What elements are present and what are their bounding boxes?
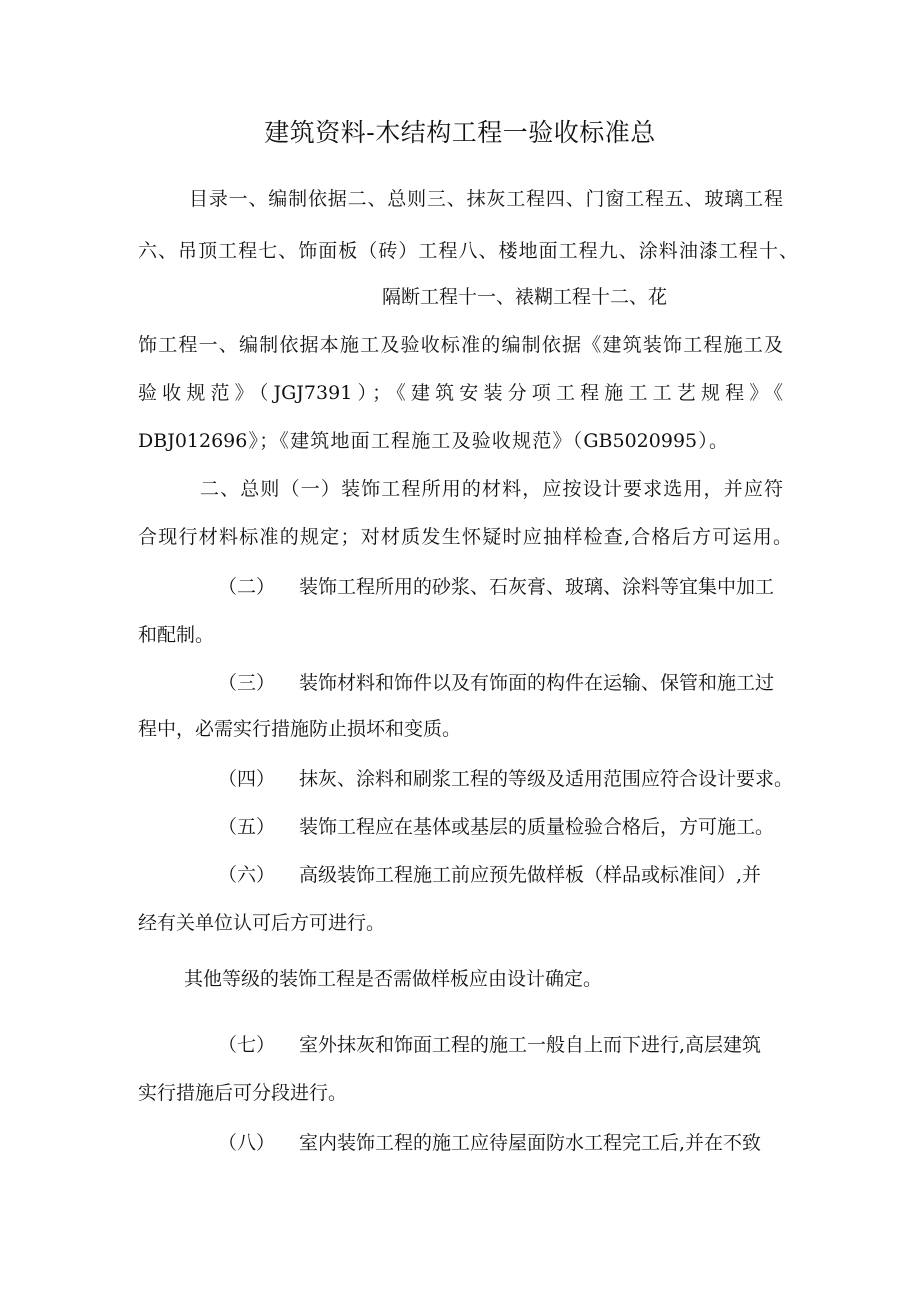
item-6-line-1: [218, 862, 761, 888]
note-line: 其他等级的装饰工程是否需做样板应由设计确定。: [184, 968, 603, 990]
toc-line-4: 饰工程一、编制依据本施工及验收标准的编制依据《建筑装饰工程施工及: [138, 334, 783, 356]
item-7-line-1: [218, 1032, 761, 1058]
section2-line-2: 合现行材料标准的规定；对材质发生怀疑时应抽样检查,合格后方可运用。: [138, 526, 792, 548]
document-title: 建筑资料-木结构工程一验收标准总: [264, 118, 656, 147]
toc-line-5: 验收规范》（JGJ7391）；《建筑安装分项工程施工工艺规程》《: [138, 382, 783, 404]
item-6-line-2: 经有关单位认可后方可进行。: [138, 912, 386, 934]
item-4-line-1: [218, 766, 793, 792]
item-6-label: （六）: [218, 864, 276, 886]
item-7-text: 室外抹灰和饰面工程的施工一般自上而下进行,高层建筑: [299, 1034, 762, 1056]
item-2-label: （二）: [218, 576, 276, 598]
item-6-text: 高级装饰工程施工前应预先做样板（样品或标准间）,并: [299, 864, 762, 886]
section2-line-1: 二、总则（一）装饰工程所用的材料，应按设计要求选用，并应符: [200, 478, 783, 500]
item-3-line-1: [218, 670, 774, 696]
toc-line-2: 六、吊顶工程七、饰面板（砖）工程八、楼地面工程九、涂料油漆工程十、: [138, 240, 798, 262]
item-3-line-2: 程中，必需实行措施防止损坏和变质。: [138, 718, 462, 740]
item-3-text: 装饰材料和饰件以及有饰面的构件在运输、保管和施工过: [299, 672, 775, 694]
item-8-line-1: [218, 1130, 761, 1156]
toc-line-3: 隔断工程十一、裱糊工程十二、花: [382, 286, 668, 308]
item-5-label: （五）: [218, 816, 276, 838]
item-2-line-1: [218, 574, 774, 600]
toc-line-1: 目录一、编制依据二、总则三、抹灰工程四、门窗工程五、玻璃工程: [189, 188, 783, 210]
item-4-text: 抹灰、涂料和刷浆工程的等级及适用范围应符合设计要求。: [299, 768, 794, 790]
toc-line-6: DBJ012696》；《建筑地面工程施工及验收规范》（GB5020995）。: [138, 430, 728, 452]
item-8-label: （八）: [218, 1132, 276, 1154]
item-7-line-2: 实行措施后可分段进行。: [138, 1082, 348, 1104]
item-8-text: 室内装饰工程的施工应待屋面防水工程完工后,并在不致: [299, 1132, 762, 1154]
item-7-label: （七）: [218, 1034, 276, 1056]
item-5-line-1: [218, 814, 774, 840]
item-5-text: 装饰工程应在基体或基层的质量检验合格后，方可施工。: [299, 816, 775, 838]
item-2-text: 装饰工程所用的砂浆、石灰膏、玻璃、涂料等宜集中加工: [299, 576, 775, 598]
item-3-label: （三）: [218, 672, 276, 694]
item-4-label: （四）: [218, 768, 276, 790]
item-2-line-2: 和配制。: [138, 624, 215, 646]
